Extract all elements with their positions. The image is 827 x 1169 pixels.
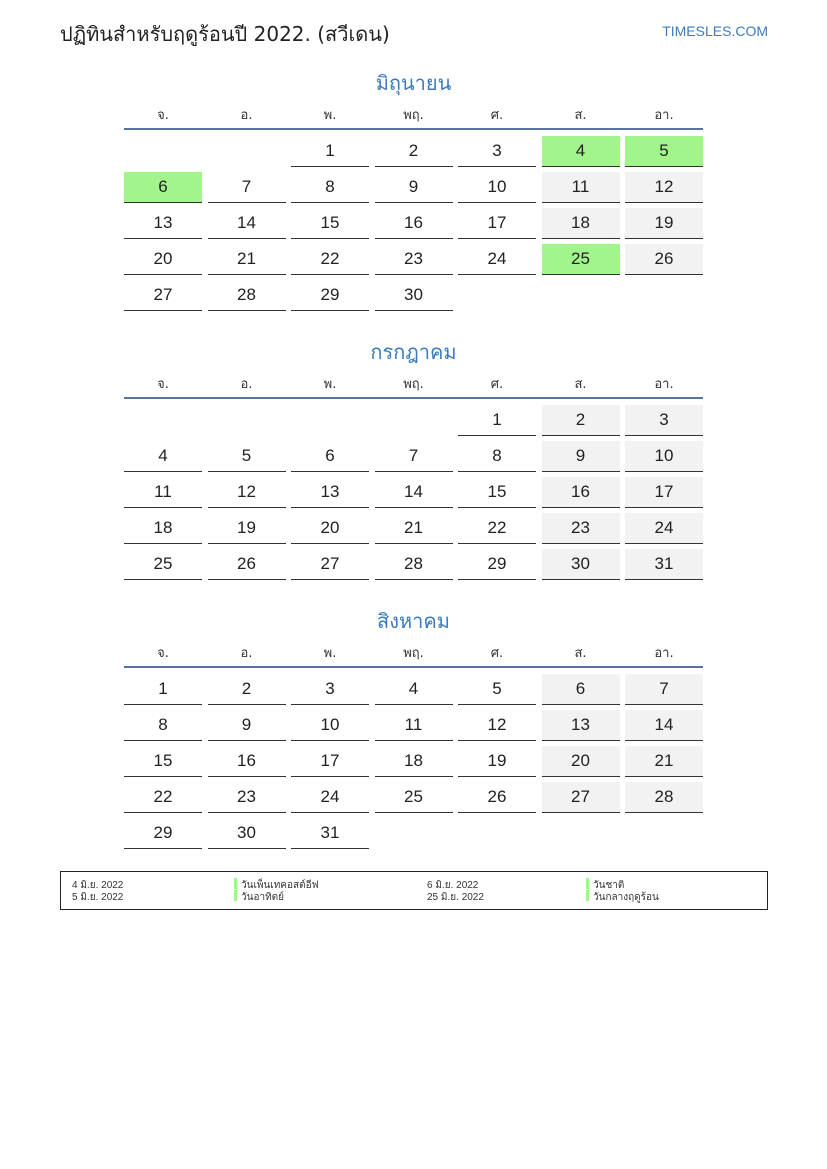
day-cell: 23 xyxy=(208,782,286,813)
day-cell: 26 xyxy=(458,782,536,813)
day-cell: 8 xyxy=(124,710,202,741)
day-cell: 23 xyxy=(375,244,453,275)
day-cell: 4 xyxy=(124,441,202,472)
day-cell: 19 xyxy=(208,513,286,544)
day-cell: 27 xyxy=(291,549,369,580)
day-cell: 14 xyxy=(208,208,286,239)
weekday-label: จ. xyxy=(157,377,169,392)
day-cell: 12 xyxy=(625,172,703,203)
day-cell: 15 xyxy=(458,477,536,508)
day-cell: 23 xyxy=(542,513,620,544)
month-name: กรกฎาคม xyxy=(370,340,457,364)
weekday-label: จ. xyxy=(157,646,169,661)
day-cell: 16 xyxy=(208,746,286,777)
day-cell: 6 xyxy=(291,441,369,472)
month-block xyxy=(124,337,703,573)
day-cell: 19 xyxy=(458,746,536,777)
page-title: ปฏิทินสำหรับฤดูร้อนปี 2022. (สวีเดน) xyxy=(60,22,390,46)
day-cell: 21 xyxy=(208,244,286,275)
day-cell: 3 xyxy=(625,405,703,436)
day-cell: 21 xyxy=(625,746,703,777)
day-cell: 10 xyxy=(291,710,369,741)
month-block xyxy=(124,68,703,304)
weekday-header xyxy=(124,371,703,399)
weekday-label: อา. xyxy=(654,108,674,123)
day-cell: 12 xyxy=(208,477,286,508)
day-cell: 6 xyxy=(124,172,202,203)
day-cell: 5 xyxy=(458,674,536,705)
weekday-label: อ. xyxy=(240,377,253,392)
day-cell: 16 xyxy=(542,477,620,508)
day-cell: 1 xyxy=(124,674,202,705)
day-cell: 31 xyxy=(291,818,369,849)
day-cell: 31 xyxy=(625,549,703,580)
legend-label: วันกลางฤดูร้อน xyxy=(593,892,659,903)
day-cell: 29 xyxy=(458,549,536,580)
day-cell: 30 xyxy=(542,549,620,580)
day-cell: 17 xyxy=(291,746,369,777)
day-cell: 5 xyxy=(625,136,703,167)
legend-label: วันอาทิตย์ xyxy=(241,892,285,903)
legend-marker xyxy=(586,890,589,901)
legend-date: 25 มิ.ย. 2022 xyxy=(427,892,484,903)
day-cell: 6 xyxy=(542,674,620,705)
day-cell: 20 xyxy=(542,746,620,777)
weekday-label: พฤ. xyxy=(403,377,424,392)
weekday-label: จ. xyxy=(157,108,169,123)
day-cell: 28 xyxy=(208,280,286,311)
day-cell: 11 xyxy=(542,172,620,203)
page-header xyxy=(60,18,768,48)
day-cell: 3 xyxy=(458,136,536,167)
day-cell: 30 xyxy=(375,280,453,311)
day-cell: 8 xyxy=(458,441,536,472)
day-cell: 26 xyxy=(625,244,703,275)
legend-marker xyxy=(234,878,237,889)
day-cell: 12 xyxy=(458,710,536,741)
month-block xyxy=(124,606,703,842)
day-cell: 22 xyxy=(291,244,369,275)
day-cell: 27 xyxy=(124,280,202,311)
weekday-label: พ. xyxy=(323,377,337,392)
day-cell: 15 xyxy=(291,208,369,239)
day-cell: 26 xyxy=(208,549,286,580)
day-cell: 11 xyxy=(375,710,453,741)
weekday-label: พฤ. xyxy=(403,646,424,661)
day-cell: 27 xyxy=(542,782,620,813)
weekday-header xyxy=(124,102,703,130)
day-cell: 10 xyxy=(458,172,536,203)
day-cell: 4 xyxy=(542,136,620,167)
weekday-label: อา. xyxy=(654,377,674,392)
day-cell: 24 xyxy=(458,244,536,275)
day-cell: 11 xyxy=(124,477,202,508)
day-cell: 18 xyxy=(375,746,453,777)
weekday-label: ศ. xyxy=(490,646,504,661)
day-cell: 8 xyxy=(291,172,369,203)
legend-label: วันชาติ xyxy=(593,880,625,891)
day-cell: 9 xyxy=(375,172,453,203)
day-cell: 20 xyxy=(291,513,369,544)
day-cell: 25 xyxy=(375,782,453,813)
day-cell: 17 xyxy=(458,208,536,239)
day-cell: 25 xyxy=(542,244,620,275)
holiday-legend xyxy=(60,871,768,910)
weekday-label: พ. xyxy=(323,108,337,123)
day-cell: 15 xyxy=(124,746,202,777)
day-cell: 13 xyxy=(124,208,202,239)
legend-marker xyxy=(586,878,589,889)
day-cell: 1 xyxy=(291,136,369,167)
month-name: สิงหาคม xyxy=(377,609,450,633)
day-cell: 7 xyxy=(375,441,453,472)
weekday-header xyxy=(124,640,703,668)
day-cell: 14 xyxy=(375,477,453,508)
day-cell: 18 xyxy=(124,513,202,544)
day-cell: 24 xyxy=(291,782,369,813)
day-cell: 14 xyxy=(625,710,703,741)
day-cell: 2 xyxy=(375,136,453,167)
day-cell: 29 xyxy=(124,818,202,849)
legend-date: 6 มิ.ย. 2022 xyxy=(427,880,479,891)
day-cell: 9 xyxy=(542,441,620,472)
weekday-label: ศ. xyxy=(490,108,504,123)
day-cell: 16 xyxy=(375,208,453,239)
day-cell: 5 xyxy=(208,441,286,472)
legend-date: 4 มิ.ย. 2022 xyxy=(72,880,124,891)
day-cell: 28 xyxy=(625,782,703,813)
weekday-label: ส. xyxy=(574,108,587,123)
day-cell: 4 xyxy=(375,674,453,705)
day-cell: 28 xyxy=(375,549,453,580)
day-cell: 9 xyxy=(208,710,286,741)
day-cell: 10 xyxy=(625,441,703,472)
weekday-label: พ. xyxy=(323,646,337,661)
legend-date: 5 มิ.ย. 2022 xyxy=(72,892,124,903)
month-name: มิถุนายน xyxy=(375,71,452,95)
day-cell: 30 xyxy=(208,818,286,849)
site-link[interactable]: TIMESLES.COM xyxy=(662,23,768,39)
day-cell: 13 xyxy=(291,477,369,508)
weekday-label: พฤ. xyxy=(403,108,424,123)
weekday-label: อ. xyxy=(240,108,253,123)
day-cell: 13 xyxy=(542,710,620,741)
weekday-label: อา. xyxy=(654,646,674,661)
day-cell: 17 xyxy=(625,477,703,508)
day-cell: 22 xyxy=(124,782,202,813)
day-cell: 19 xyxy=(625,208,703,239)
day-cell: 1 xyxy=(458,405,536,436)
legend-marker xyxy=(234,890,237,901)
weekday-label: ส. xyxy=(574,377,587,392)
day-cell: 25 xyxy=(124,549,202,580)
day-cell: 20 xyxy=(124,244,202,275)
day-cell: 29 xyxy=(291,280,369,311)
weekday-label: ส. xyxy=(574,646,587,661)
day-cell: 7 xyxy=(208,172,286,203)
weekday-label: ศ. xyxy=(490,377,504,392)
day-cell: 21 xyxy=(375,513,453,544)
day-cell: 18 xyxy=(542,208,620,239)
day-cell: 22 xyxy=(458,513,536,544)
day-cell: 2 xyxy=(542,405,620,436)
weekday-label: อ. xyxy=(240,646,253,661)
day-cell: 24 xyxy=(625,513,703,544)
legend-label: วันเพ็นเทคอสต์อีฟ xyxy=(241,880,319,891)
day-cell: 2 xyxy=(208,674,286,705)
day-cell: 3 xyxy=(291,674,369,705)
day-cell: 7 xyxy=(625,674,703,705)
